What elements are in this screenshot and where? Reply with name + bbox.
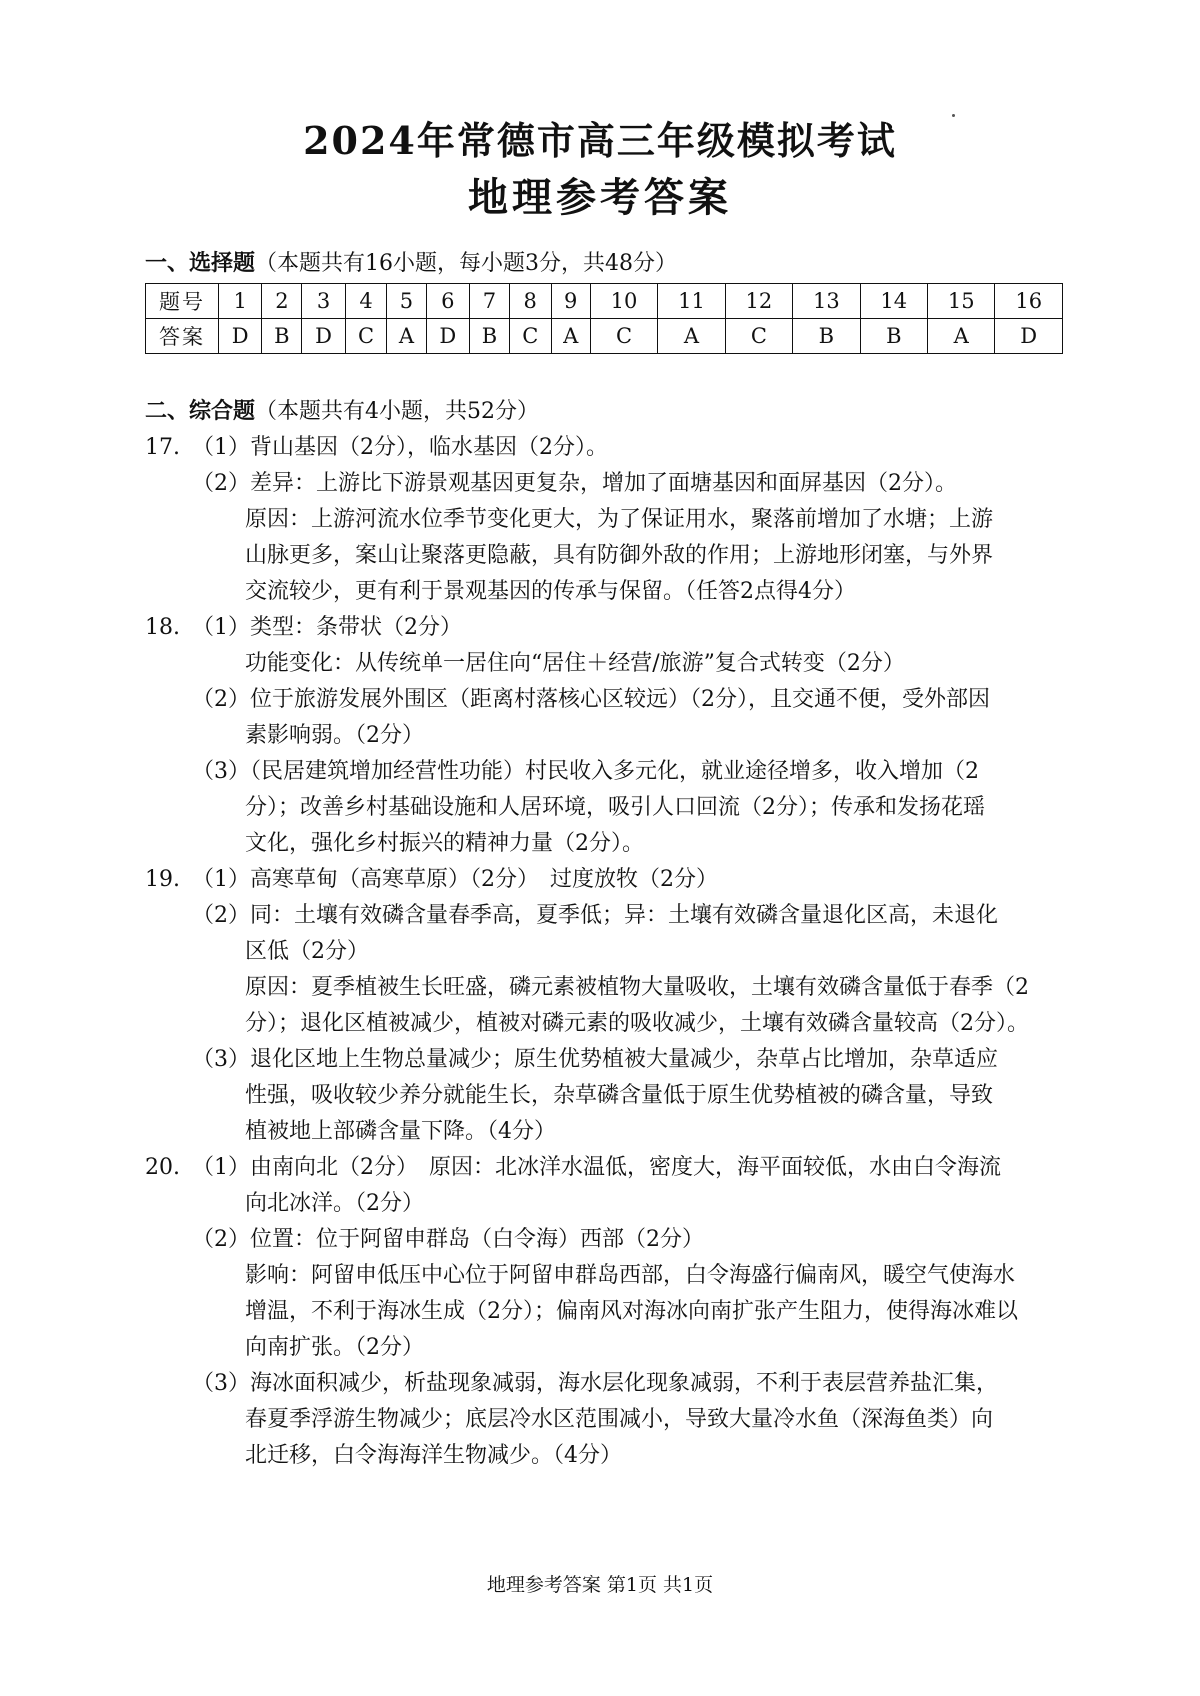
table-cell: D — [426, 319, 469, 354]
q19-line: （3）退化区地上生物总量减少；原生优势植被大量减少，杂草占比增加，杂草适应 — [192, 1047, 998, 1072]
table-cell: 9 — [551, 284, 590, 319]
q18-line: 素影响弱。（2分） — [245, 723, 424, 748]
q18-number: 18. — [145, 615, 180, 640]
table-cell: 16 — [995, 284, 1063, 319]
number-row-label: 题号 — [146, 284, 219, 319]
section1-heading: 一、选择题 — [145, 250, 256, 276]
table-cell: A — [551, 319, 590, 354]
table-cell: B — [793, 319, 860, 354]
table-cell: C — [509, 319, 551, 354]
q18-line: 分）；改善乡村基础设施和人居环境，吸引人口回流（2分）；传承和发扬花瑶 — [245, 795, 985, 820]
answer-table — [145, 283, 1063, 354]
q17-line: 原因：上游河流水位季节变化更大，为了保证用水，聚落前增加了水塘；上游 — [245, 507, 994, 532]
q17-line: 山脉更多，案山让聚落更隐蔽，具有防御外敌的作用；上游地形闭塞，与外界 — [245, 543, 994, 568]
q20-line: 北迁移，白令海海洋生物减少。（4分） — [245, 1443, 622, 1468]
q17-line: （1）背山基因（2分），临水基因（2分）。 — [192, 435, 608, 460]
q19-line: 性强，吸收较少养分就能生长，杂草磷含量低于原生优势植被的磷含量，导致 — [245, 1083, 994, 1108]
q20-line: 增温，不利于海冰生成（2分）；偏南风对海冰向南扩张产生阻力，使得海冰难以 — [245, 1299, 1018, 1324]
q20-line: （3）海冰面积减少，析盐现象减弱，海水层化现象减弱，不利于表层营养盐汇集， — [192, 1371, 998, 1396]
q19-number: 19. — [145, 867, 180, 892]
q20-line: （2）位置：位于阿留申群岛（白令海）西部（2分） — [192, 1227, 704, 1252]
answer-table-number-row — [146, 284, 1063, 319]
table-cell: 7 — [470, 284, 510, 319]
table-cell: 10 — [590, 284, 657, 319]
q17-number: 17. — [145, 435, 180, 460]
q19-line: 分）；退化区植被减少，植被对磷元素的吸收减少，土壤有效磷含量较高（2分）。 — [245, 1011, 1029, 1036]
q18-line: 文化，强化乡村振兴的精神力量（2分）。 — [245, 831, 644, 856]
q18-line: （3）（民居建筑增加经营性功能）村民收入多元化，就业途径增多，收入增加（2 — [192, 759, 979, 784]
q20-line: 向北冰洋。（2分） — [245, 1191, 424, 1216]
table-cell: B — [470, 319, 510, 354]
table-cell: 13 — [793, 284, 860, 319]
table-cell: 8 — [509, 284, 551, 319]
q18-line: （2）位于旅游发展外围区（距离村落核心区较远）（2分），且交通不便，受外部因 — [192, 687, 990, 712]
table-cell: 2 — [262, 284, 302, 319]
section2-note: （本题共有4小题，共52分） — [255, 399, 540, 424]
table-cell: A — [387, 319, 426, 354]
table-cell: 11 — [658, 284, 725, 319]
q19-line: 区低（2分） — [245, 939, 369, 964]
table-cell: 4 — [345, 284, 387, 319]
table-cell: D — [995, 319, 1063, 354]
table-cell: D — [219, 319, 262, 354]
section2-heading-line — [145, 396, 539, 427]
q18-line: （1）类型：条带状（2分） — [192, 615, 462, 640]
q20-line: 影响：阿留申低压中心位于阿留申群岛西部，白令海盛行偏南风，暖空气使海水 — [245, 1263, 1016, 1288]
page-footer: 地理参考答案 第1页 共1页 — [486, 1574, 714, 1596]
table-cell: C — [345, 319, 387, 354]
section1-heading-line — [145, 248, 677, 279]
q19-line: 植被地上部磷含量下降。（4分） — [245, 1119, 556, 1144]
answer-title: 地理参考答案 — [468, 174, 732, 221]
table-cell: C — [725, 319, 792, 354]
q18-line: 功能变化：从传统单一居住向“居住＋经营/旅游”复合式转变（2分） — [245, 651, 905, 676]
table-cell: 1 — [219, 284, 262, 319]
q19-line: 原因：夏季植被生长旺盛，磷元素被植物大量吸收，土壤有效磷含量低于春季（2 — [245, 975, 1029, 1000]
section1-note: （本题共有16小题，每小题3分，共48分） — [255, 251, 678, 276]
table-cell: 15 — [928, 284, 995, 319]
table-cell: D — [302, 319, 345, 354]
table-cell: 3 — [302, 284, 345, 319]
q20-line: 向南扩张。（2分） — [245, 1335, 424, 1360]
table-cell: A — [658, 319, 725, 354]
q20-line: （1）由南向北（2分） 原因：北冰洋水温低，密度大，海平面较低，水由白令海流 — [192, 1155, 1001, 1180]
q17-line: （2）差异：上游比下游景观基因更复杂，增加了面塘基因和面屏基因（2分）。 — [192, 471, 957, 496]
exam-title: 2024年常德市高三年级模拟考试 — [303, 118, 897, 163]
table-cell: 14 — [860, 284, 927, 319]
table-cell: B — [860, 319, 927, 354]
q20-number: 20. — [145, 1155, 180, 1180]
table-cell: B — [262, 319, 302, 354]
q20-line: 春夏季浮游生物减少；底层冷水区范围减小，导致大量冷水鱼（深海鱼类）向 — [245, 1407, 994, 1432]
table-cell: 6 — [426, 284, 469, 319]
q17-line: 交流较少，更有利于景观基因的传承与保留。（任答2点得4分） — [245, 579, 856, 604]
table-cell: A — [928, 319, 995, 354]
q19-line: （2）同：土壤有效磷含量春季高，夏季低；异：土壤有效磷含量退化区高，未退化 — [192, 903, 998, 928]
section2-heading: 二、综合题 — [145, 398, 256, 424]
answer-row-label: 答案 — [146, 319, 219, 354]
table-cell: C — [590, 319, 657, 354]
q19-line: （1）高寒草甸（高寒草原）（2分） 过度放牧（2分） — [192, 867, 718, 892]
table-cell: 5 — [387, 284, 426, 319]
answer-table-answer-row — [146, 319, 1063, 354]
table-cell: 12 — [725, 284, 792, 319]
